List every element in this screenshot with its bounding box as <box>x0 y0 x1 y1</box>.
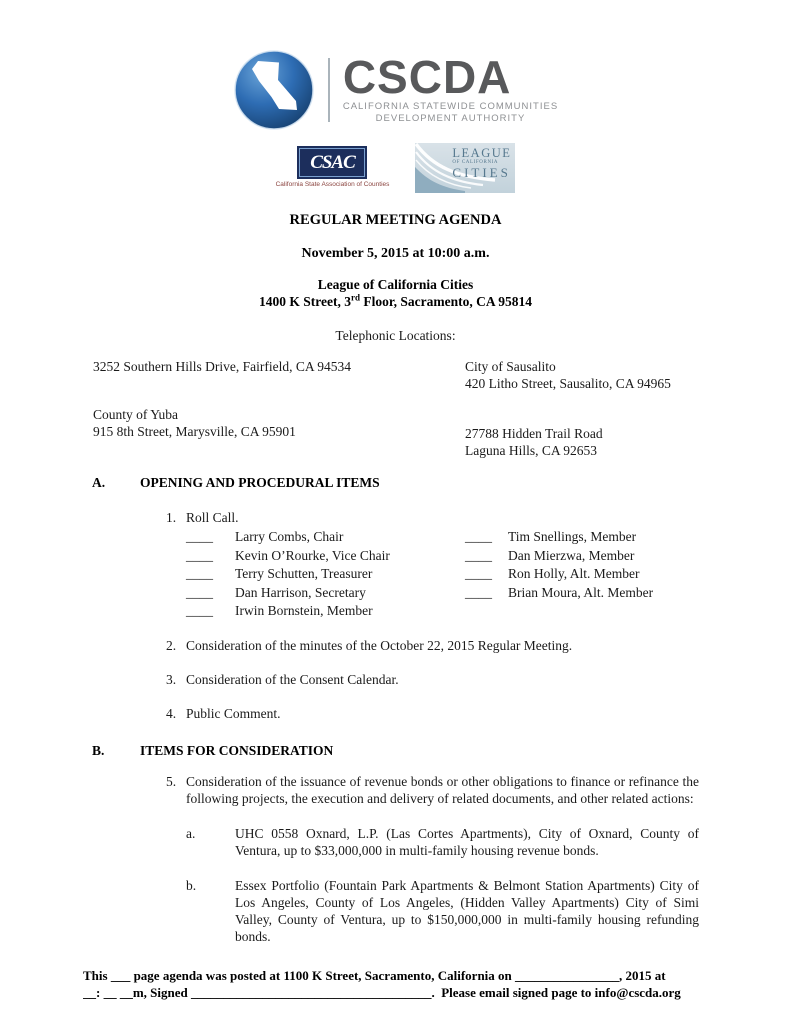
section-title: ITEMS FOR CONSIDERATION <box>140 742 334 758</box>
csac-caption: California State Association of Counties <box>275 181 390 188</box>
partner-logos <box>0 143 791 195</box>
item-number: 3. <box>166 671 177 687</box>
roll-call-blank: ____ <box>186 584 213 600</box>
logo-text <box>342 51 559 125</box>
roll-call-blank: ____ <box>465 547 492 563</box>
address-line: 3252 Southern Hills Drive, Fairfield, CA 94534 <box>93 359 351 374</box>
roll-call-row <box>186 584 791 603</box>
meeting-datetime: November 5, 2015 at 10:00 a.m. <box>301 246 490 261</box>
address-line: 915 8th Street, Marysville, CA 95901 <box>93 424 296 439</box>
telephonic-location-fairfield <box>93 358 465 392</box>
logo-acronym: CSCDA <box>342 51 512 103</box>
telephonic-location-yuba <box>93 406 465 459</box>
csac-logo <box>276 146 390 189</box>
agenda-item-5a <box>186 825 699 859</box>
roll-call-blank: ____ <box>186 566 213 581</box>
sub-item-text: Essex Portfolio (Fountain Park Apartments & Belmont Station Apartments) City of Los Angeles, County of Los Angeles, (Hidden Valley Apartments) City of Simi Valley, County of Ventura, up to $150,000,000 in multi-family housing refunding bonds. <box>235 877 699 944</box>
footer-line-2: __: __ __m, Signed _____________________________________. Please email signed page to info@cscda.org <box>83 985 681 1000</box>
item-text: Consideration of the minutes of the October 22, 2015 Regular Meeting. <box>186 637 573 653</box>
venue-address-ordinal: rd <box>350 292 360 302</box>
cscda-logo <box>0 48 791 132</box>
roll-call-name: Dan Mierzwa, Member <box>508 547 635 563</box>
section-a-heading <box>92 474 791 491</box>
posting-certification-footer <box>83 967 791 1002</box>
league-of-california-cities-logo <box>415 143 515 193</box>
roll-call-blank: ____ <box>186 547 213 563</box>
league-line-3: CITIES <box>452 165 511 180</box>
roll-call-name: Brian Moura, Alt. Member <box>508 584 654 600</box>
csac-acronym: CSAC <box>310 152 355 173</box>
address-line: County of Yuba <box>93 407 178 422</box>
league-line-1: LEAGUE <box>452 146 512 160</box>
roll-call-row <box>186 602 791 621</box>
address-line: Laguna Hills, CA 92653 <box>465 443 597 458</box>
logo-tagline-1: CALIFORNIA STATEWIDE COMMUNITIES <box>342 101 559 112</box>
agenda-item-1 <box>166 509 699 526</box>
csac-logo-box <box>297 146 367 179</box>
sub-item-text: UHC 0558 Oxnard, L.P. (Las Cortes Apartments), City of Oxnard, County of Ventura, up to $33,000,000 in multi-family housing revenue bonds. <box>235 825 699 858</box>
venue-address <box>0 294 791 311</box>
telephonic-location-sausalito <box>465 358 791 392</box>
item-text: Public Comment. <box>186 705 281 721</box>
telephonic-row-1 <box>93 358 791 392</box>
logo-tagline-2: DEVELOPMENT AUTHORITY <box>375 113 526 124</box>
roll-call-row <box>186 547 791 566</box>
meeting-title: REGULAR MEETING AGENDA <box>289 212 502 228</box>
section-letter: A. <box>92 475 106 490</box>
item-number: 1. <box>166 510 177 525</box>
meeting-venue <box>0 277 791 310</box>
section-title: OPENING AND PROCEDURAL ITEMS <box>140 475 380 490</box>
roll-call-blank: ____ <box>465 529 492 544</box>
roll-call-name: Dan Harrison, Secretary <box>235 584 366 600</box>
item-number: 5. <box>166 773 177 789</box>
sub-item-letter: b. <box>186 877 197 893</box>
roll-call-row <box>186 565 791 584</box>
item-text: Roll Call. <box>186 510 239 525</box>
roll-call-list <box>186 528 791 621</box>
agenda-item-2 <box>166 637 699 654</box>
roll-call-row <box>186 528 791 547</box>
logo-taglines <box>343 101 558 125</box>
item-number: 2. <box>166 637 177 653</box>
roll-call-name: Irwin Bornstein, Member <box>235 603 373 618</box>
venue-address-pre: 1400 K Street, 3 <box>259 293 351 309</box>
venue-address-post: Floor, Sacramento, CA 95814 <box>359 293 532 309</box>
item-text: Consideration of the Consent Calendar. <box>186 671 399 687</box>
roll-call-blank: ____ <box>465 584 492 600</box>
league-line-2: OF CALIFORNIA <box>452 160 499 165</box>
item-text: Consideration of the issuance of revenue bonds or other obligations to finance or refinance the following projects, the execution and delivery of related documents, and other related actions: <box>186 773 699 806</box>
section-letter: B. <box>92 742 105 758</box>
section-b-heading <box>92 742 791 759</box>
sub-item-letter: a. <box>186 825 196 841</box>
league-logo-text <box>452 147 511 180</box>
agenda-item-5b <box>186 877 699 945</box>
roll-call-blank: ____ <box>186 529 213 544</box>
logo-divider <box>328 58 330 122</box>
telephonic-row-2 <box>93 406 791 459</box>
agenda-item-5 <box>166 773 699 807</box>
agenda-item-4 <box>166 705 699 722</box>
roll-call-name: Larry Combs, Chair <box>235 529 344 544</box>
address-line: 420 Litho Street, Sausalito, CA 94965 <box>465 376 671 391</box>
roll-call-name: Terry Schutten, Treasurer <box>235 566 373 581</box>
venue-name: League of California Cities <box>317 277 474 292</box>
address-line: City of Sausalito <box>465 359 556 374</box>
roll-call-blank: ____ <box>186 603 213 618</box>
roll-call-name: Tim Snellings, Member <box>508 529 637 544</box>
telephonic-location-laguna-hills <box>465 425 791 459</box>
agenda-item-3 <box>166 671 699 688</box>
address-line: 27788 Hidden Trail Road <box>465 426 603 441</box>
telephonic-locations-heading: Telephonic Locations: <box>335 328 456 343</box>
footer-line-1: This ___ page agenda was posted at 1100 K Street, Sacramento, California on ________________, 2015 at <box>83 967 666 983</box>
roll-call-name: Kevin O’Rourke, Vice Chair <box>235 547 390 563</box>
roll-call-name: Ron Holly, Alt. Member <box>508 566 640 581</box>
item-number: 4. <box>166 705 177 721</box>
california-globe-icon <box>233 49 315 131</box>
roll-call-blank: ____ <box>465 566 492 581</box>
